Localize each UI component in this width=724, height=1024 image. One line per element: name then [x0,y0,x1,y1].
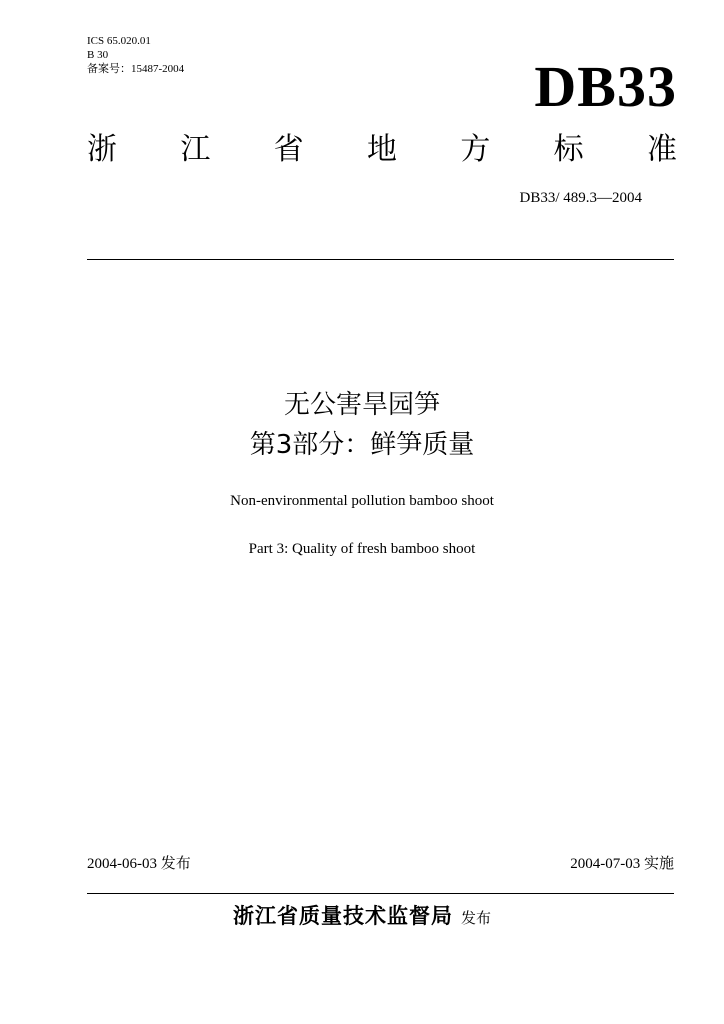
classification-code: B 30 [87,49,109,61]
standard-type-char: 准 [646,132,677,167]
part-title-chinese: 第3部分：鲜笋质量 [249,430,475,460]
effective-date: 2004-07-03 实施 [570,856,674,872]
standard-type-char: 浙 [87,132,117,167]
publish-date: 2004-06-03 发布 [87,856,191,872]
bottom-divider [87,893,674,894]
standard-type-char: 省 [273,132,304,167]
title-chinese: 无公害旱园笋 [283,390,440,420]
issuer-action: 发布 [460,909,491,927]
title-english: Non-environmental pollution bamboo shoot [230,493,494,509]
standard-type-char: 江 [180,132,211,167]
standard-number: DB33/ 489.3—2004 [519,190,642,206]
issuer-name: 浙江省质量技术监督局 [232,904,453,928]
standard-type-char: 方 [460,132,491,167]
ics-code: ICS 65.020.01 [87,35,151,47]
registration-number: 备案号：15487-2004 [87,63,185,75]
standard-code-logo: DB33 [534,54,677,119]
issuer-line [0,900,724,930]
standard-type-heading [87,128,677,172]
standard-type-char: 地 [366,132,397,167]
standard-type-char: 标 [553,132,584,167]
part-title-english: Part 3: Quality of fresh bamboo shoot [248,541,476,557]
top-divider [87,259,674,260]
